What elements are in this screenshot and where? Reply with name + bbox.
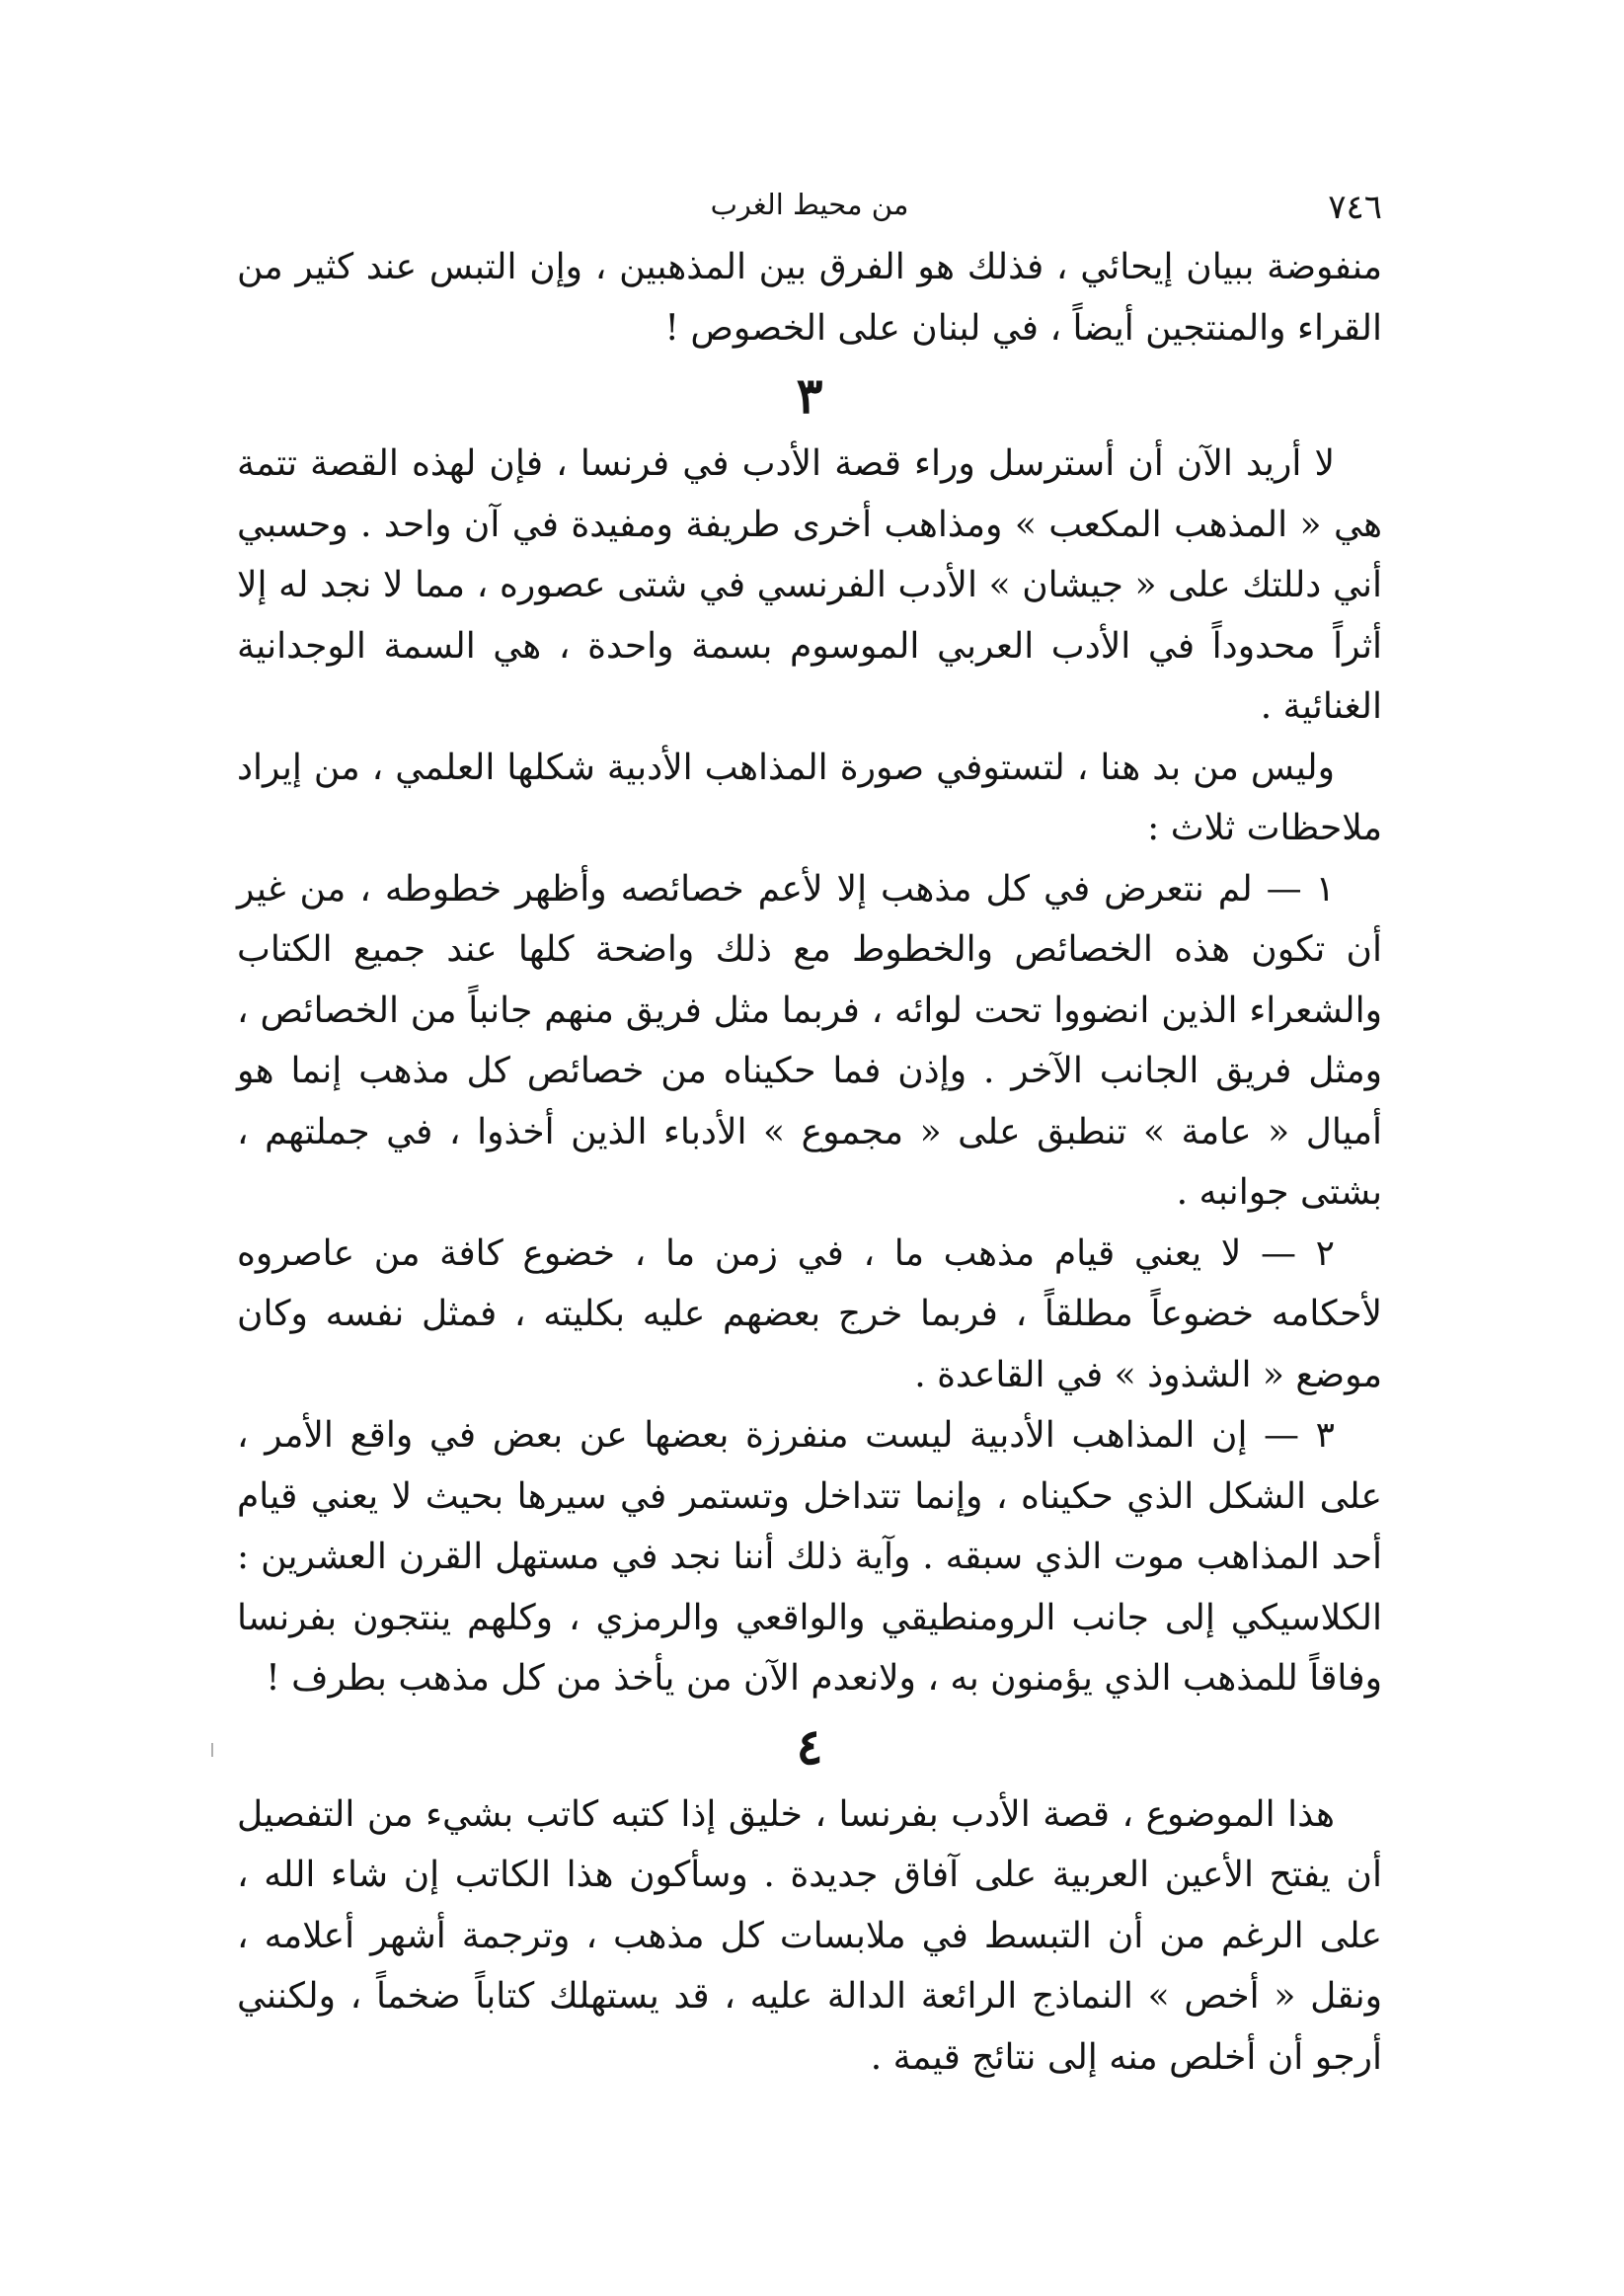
- numbered-note-1: ١ — لم نتعرض في كل مذهب إلا لأعم خصائصه وأظهر خطوطه ، من غير أن تكون هذه الخصائص والخطوط مع ذلك واضحة كلها عند جميع الكتاب والشعراء الذين انضووا تحت لوائه ، فربما مثل فريق منهم جانباً من الخصائص ، ومثل فريق الجانب الآخر . وإذن فما حكيناه من خصائص كل مذهب إنما هو أميال « عامة » تنطبق على « مجموع » الأدباء الذين أخذوا ، في جملتهم ، بشتى جوانبه .: [237, 868, 1382, 1213]
- paragraph-three-notes-intro: وليس من بد هنا ، لتستوفي صورة المذاهب الأدبية شكلها العلمي ، من إيراد ملاحظات ثلاث :: [237, 747, 1382, 848]
- running-header: [237, 168, 1382, 237]
- running-title: من محيط الغرب: [710, 188, 909, 221]
- margin-mark: [211, 1743, 213, 1757]
- paragraph-literary-story: لا أريد الآن أن أسترسل وراء قصة الأدب في فرنسا ، فإن لهذه القصة تتمة هي « المذهب المكعب » ومذاهب أخرى طريفة ومفيدة في آن واحد . وحسبي أني دللتك على « جيشان » الأدب الفرنسي في شتى عصوره ، مما لا نجد له إلا أثراً محدوداً في الأدب العربي الموسوم بسمة واحدة ، هي السمة الوجدانية الغنائية .: [237, 443, 1382, 727]
- paragraph-closing: هذا الموضوع ، قصة الأدب بفرنسا ، خليق إذا كتبه كاتب بشيء من التفصيل أن يفتح الأعين العربية على آفاق جديدة . وسأكون هذا الكاتب إن شاء الله ، على الرغم من أن التبسط في ملابسات كل مذهب ، وترجمة أشهر أعلامه ، ونقل « أخص » النماذج الرائعة الدالة عليه ، قد يستهلك كتاباً ضخماً ، ولكنني أرجو أن أخلص منه إلى نتائج قيمة .: [237, 1793, 1382, 2078]
- section-number-3: ٣: [796, 366, 823, 425]
- page-number: ٧٤٦: [1328, 188, 1382, 227]
- paragraph-continuation: منفوضة ببيان إيحائي ، فذلك هو الفرق بين المذهبين ، وإن التبس عند كثير من القراء والمنتجين أيضاً ، في لبنان على الخصوص !: [237, 247, 1382, 349]
- section-number-4: ٤: [796, 1716, 823, 1776]
- numbered-note-3: ٣ — إن المذاهب الأدبية ليست منفرزة بعضها عن بعض في واقع الأمر ، على الشكل الذي حكيناه ، وإنما تتداخل وتستمر في سيرها بحيث لا يعني قيام أحد المذاهب موت الذي سبقه . وآية ذلك أننا نجد في مستهل القرن العشرين : الكلاسيكي إلى جانب الرومنطيقي والواقعي والرمزي ، وكلهم ينتجون بفرنسا وفاقاً للمذهب الذي يؤمنون به ، ولانعدم الآن من يأخذ من كل مذهب بطرف !: [237, 1415, 1382, 1699]
- book-page: [237, 168, 1382, 2088]
- numbered-note-2: ٢ — لا يعني قيام مذهب ما ، في زمن ما ، خضوع كافة من عاصروه لأحكامه خضوعاً مطلقاً ، فربما خرج بعضهم عليه بكليته ، فمثل نفسه وكان موضع « الشذوذ » في القاعدة .: [237, 1232, 1382, 1395]
